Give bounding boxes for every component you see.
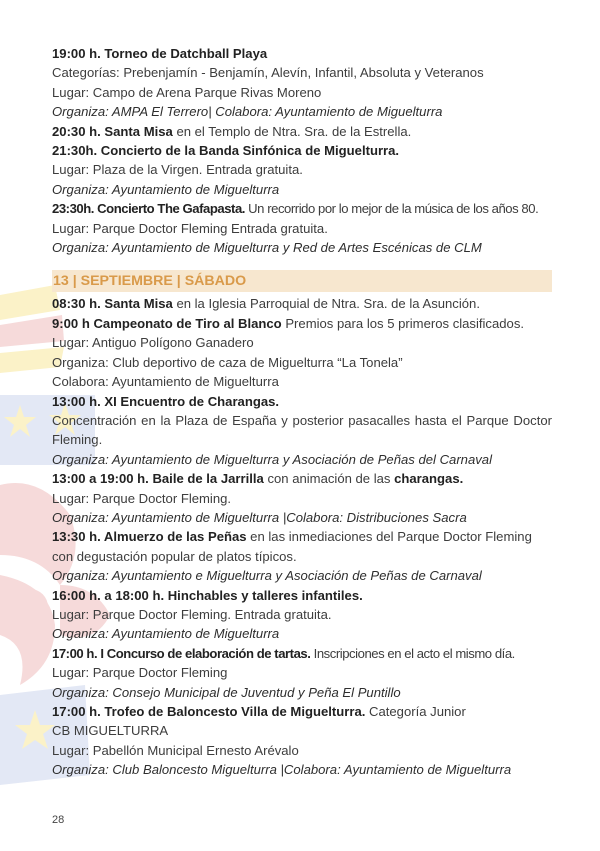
event-line xyxy=(52,663,552,682)
event-text: en las inmediaciones del Parque Doctor Fleming xyxy=(246,529,532,545)
event-line xyxy=(52,122,552,141)
event-title: 16:00 h. a 18:00 h. Hinchables y talleres infantiles. xyxy=(52,587,363,603)
event-line xyxy=(52,199,552,218)
event-line xyxy=(52,63,552,82)
event-text: en la Iglesia Parroquial de Ntra. Sra. de la Asunción. xyxy=(172,296,480,312)
event-text: Inscripciones en el acto el mismo día. xyxy=(310,645,515,661)
event-line xyxy=(52,624,552,643)
event-title: 13:00 a 19:00 h. Baile de la Jarrilla xyxy=(52,471,264,487)
event-line xyxy=(52,141,552,160)
event-line xyxy=(52,219,552,238)
event-text: Lugar: Campo de Arena Parque Rivas Moreno xyxy=(52,84,322,100)
event-line xyxy=(52,547,552,566)
event-text: Lugar: Plaza de la Virgen. Entrada gratuita. xyxy=(52,162,303,178)
organizer-text: Organiza: Ayuntamiento de Miguelturra xyxy=(52,626,280,642)
event-line xyxy=(52,44,552,63)
event-line xyxy=(52,644,552,663)
organizer-text: Organiza: Ayuntamiento e Miguelturra y Asociación de Peñas de Carnaval xyxy=(52,568,482,584)
event-line xyxy=(52,760,552,779)
event-text: Lugar: Pabellón Municipal Ernesto Arévalo xyxy=(52,742,299,758)
organizer-text: Organiza: Ayuntamiento de Miguelturra xyxy=(52,181,280,197)
event-line xyxy=(52,294,552,313)
event-line xyxy=(52,353,552,372)
event-line xyxy=(52,702,552,721)
event-line xyxy=(52,489,552,508)
event-text: CB MIGUELTURRA xyxy=(52,723,169,739)
organizer-text: Organiza: Ayuntamiento de Miguelturra |Colabora: Distribuciones Sacra xyxy=(52,509,467,525)
event-line xyxy=(52,586,552,605)
event-text: Lugar: Parque Doctor Fleming. xyxy=(52,490,232,506)
event-line xyxy=(52,605,552,624)
event-line xyxy=(52,508,552,527)
event-title: 13:00 h. XI Encuentro de Charangas. xyxy=(52,393,280,409)
event-line xyxy=(52,314,552,333)
event-text: Categorías: Prebenjamín - Benjamín, Alevín, Infantil, Absoluta y Veteranos xyxy=(52,65,484,81)
event-title: charangas. xyxy=(394,471,464,487)
event-line xyxy=(52,566,552,585)
event-title: 21:30h. Concierto de la Banda Sinfónica de Miguelturra. xyxy=(52,143,400,159)
event-text: Colabora: Ayuntamiento de Miguelturra xyxy=(52,374,279,390)
event-text: Lugar: Parque Doctor Fleming Entrada gratuita. xyxy=(52,220,328,236)
events-section-12-september xyxy=(52,44,552,257)
event-line xyxy=(52,102,552,121)
event-line xyxy=(52,372,552,391)
event-title: 23:30h. Concierto The Gafapasta. xyxy=(52,201,245,217)
event-title: 20:30 h. Santa Misa xyxy=(52,123,173,139)
page-number: 28 xyxy=(52,814,65,826)
event-title: 08:30 h. Santa Misa xyxy=(52,296,173,312)
page-content xyxy=(52,44,552,780)
event-line xyxy=(52,333,552,352)
event-text: Concentración en la Plaza de España y posterior pasacalles hasta el Parque Doctor Fleming. xyxy=(52,412,552,448)
event-line xyxy=(52,83,552,102)
event-line xyxy=(52,721,552,740)
event-title: 17:00 h. I Concurso de elaboración de tartas. xyxy=(52,645,311,661)
event-line xyxy=(52,392,552,411)
events-section-13-september xyxy=(52,294,552,779)
event-line xyxy=(52,160,552,179)
day-header-13-september: 13 | SEPTIEMBRE | SÁBADO xyxy=(52,270,552,292)
event-text: Lugar: Antiguo Polígono Ganadero xyxy=(52,335,254,351)
event-text: Categoría Junior xyxy=(365,704,466,719)
event-text: con animación de las xyxy=(263,471,395,487)
event-line xyxy=(52,741,552,760)
event-title: 13:30 h. Almuerzo de las Peñas xyxy=(52,529,247,545)
event-line xyxy=(52,527,552,546)
event-text: Lugar: Parque Doctor Fleming. Entrada gratuita. xyxy=(52,606,332,622)
organizer-text: Organiza: AMPA El Terrero| Colabora: Ayuntamiento de Miguelturra xyxy=(52,104,443,120)
organizer-text: Organiza: Ayuntamiento de Miguelturra y Red de Artes Escénicas de CLM xyxy=(52,240,482,256)
event-text: Premios para los 5 primeros clasificados. xyxy=(281,315,525,331)
event-line xyxy=(52,450,552,469)
event-title: 17:00 h. Trofeo de Baloncesto Villa de Miguelturra. xyxy=(52,704,366,719)
event-description xyxy=(52,411,552,450)
event-line xyxy=(52,180,552,199)
organizer-text: Organiza: Club Baloncesto Miguelturra |Colabora: Ayuntamiento de Miguelturra xyxy=(52,762,512,778)
organizer-text: Organiza: Consejo Municipal de Juventud y Peña El Puntillo xyxy=(52,684,401,700)
event-text: Lugar: Parque Doctor Fleming xyxy=(52,665,228,681)
event-line xyxy=(52,469,552,488)
event-line xyxy=(52,683,552,702)
event-title: 9:00 h Campeonato de Tiro al Blanco xyxy=(52,315,282,331)
event-text: Un recorrido por lo mejor de la música de los años 80. xyxy=(244,201,539,217)
event-text: en el Templo de Ntra. Sra. de la Estrella. xyxy=(172,123,412,139)
event-text: con degustación popular de platos típicos. xyxy=(52,548,297,564)
event-line xyxy=(52,238,552,257)
event-title: 19:00 h. Torneo de Datchball Playa xyxy=(52,46,268,61)
organizer-text: Organiza: Ayuntamiento de Miguelturra y Asociación de Peñas del Carnaval xyxy=(52,451,492,467)
event-text: Organiza: Club deportivo de caza de Miguelturra “La Tonela” xyxy=(52,354,403,370)
